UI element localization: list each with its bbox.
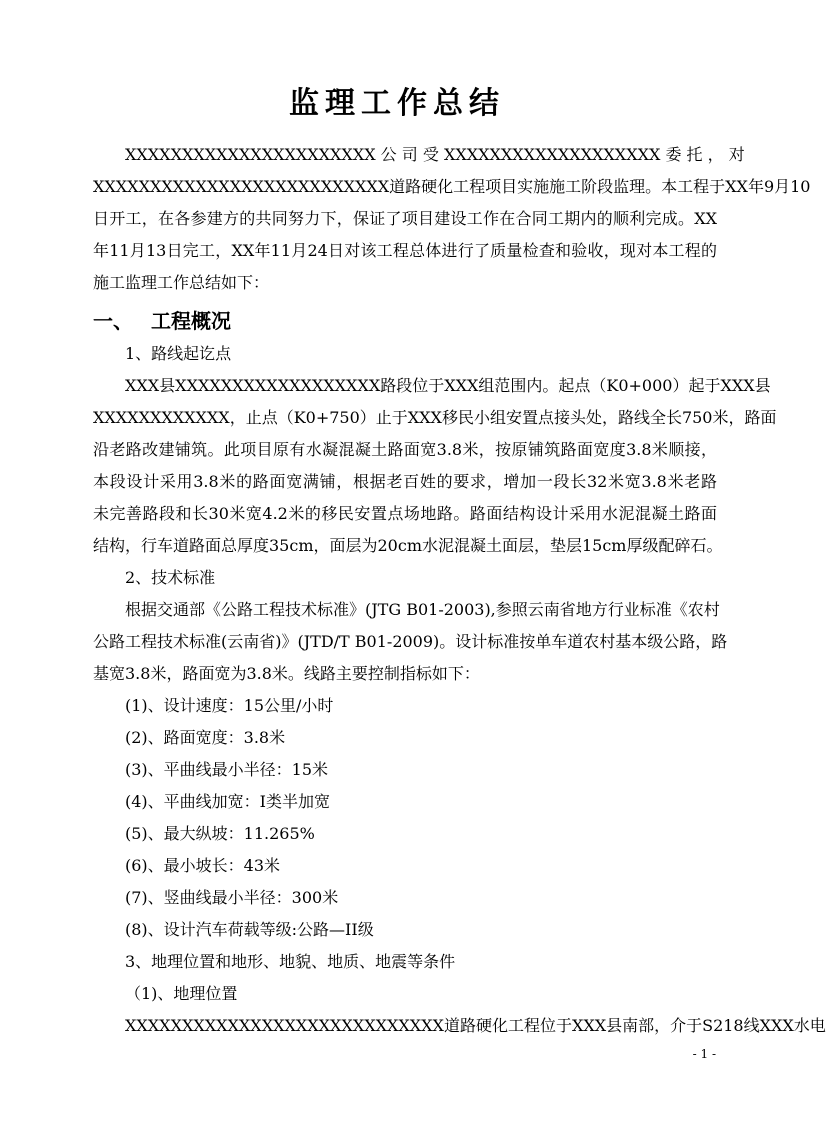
subsection-heading: 2、技术标准: [125, 568, 216, 587]
spec-item: (5)、最大纵坡：11.265%: [125, 824, 315, 843]
intro-line: 年11月13日完工，XX年11月24日对该工程总体进行了质量检查和验收，现对本工程的: [93, 241, 717, 260]
paragraph-line: XXXXXXXXXXXX，止点（K0+750）止于XXX移民小组安置点接头处，路线全长750米，路面: [93, 408, 777, 427]
paragraph-line: 基宽3.8米，路面宽为3.8米。线路主要控制指标如下：: [93, 664, 480, 683]
paragraph-line: 公路工程技术标准(云南省)》(JTD/T B01-2009)。设计标准按单车道农村基本级公路，路: [93, 632, 728, 651]
spec-item: (1)、设计速度：15公里/小时: [125, 696, 334, 715]
page-title: 监理工作总结: [289, 86, 505, 121]
subsection-subheading: （1)、地理位置: [125, 984, 238, 1003]
spec-item: (7)、竖曲线最小半径：300米: [125, 888, 339, 907]
paragraph-line: 根据交通部《公路工程技术标准》(JTG B01-2003),参照云南省地方行业标准《农村: [125, 600, 720, 619]
intro-line: 日开工，在各参建方的共同努力下，保证了项目建设工作在合同工期内的顺利完成。XX: [93, 209, 717, 228]
intro-line: 施工监理工作总结如下：: [93, 273, 270, 292]
intro-line: XXXXXXXXXXXXXXXXXXXXXX 公 司 受 XXXXXXXXXXXXXXXXXXX 委 托 ， 对: [125, 145, 745, 164]
paragraph-line: 沿老路改建铺筑。此项目原有水凝混凝土路面宽3.8米，按原铺筑路面宽度3.8米顺接，: [93, 440, 717, 459]
spec-item: (8)、设计汽车荷载等级:公路—II级: [125, 920, 374, 939]
spec-item: (4)、平曲线加宽：Ⅰ类半加宽: [125, 792, 330, 811]
page-number: - 1 -: [692, 1047, 716, 1061]
spec-item: (2)、路面宽度：3.8米: [125, 728, 286, 747]
subsection-heading: 1、路线起讫点: [125, 344, 232, 363]
spec-item: (3)、平曲线最小半径：15米: [125, 760, 329, 779]
paragraph-line: 结构，行车道路面总厚度35cm，面层为20cm水泥混凝土面层，垫层15cm厚级配碎石。: [93, 536, 723, 555]
paragraph-line: XXXXXXXXXXXXXXXXXXXXXXXXXXXX道路硬化工程位于XXX县南部，介于S218线XXX水电: [125, 1016, 826, 1035]
intro-line: XXXXXXXXXXXXXXXXXXXXXXXXXX道路硬化工程项目实施施工阶段监理。本工程于XX年9月10: [93, 177, 811, 196]
section-number: 一、: [93, 309, 133, 333]
paragraph-line: 本段设计采用3.8米的路面宽满铺，根据老百姓的要求，增加一段长32米宽3.8米老路: [93, 472, 717, 491]
subsection-heading: 3、地理位置和地形、地貌、地质、地震等条件: [125, 952, 456, 971]
section-heading: [93, 305, 231, 334]
paragraph-line: 未完善路段和长30米宽4.2米的移民安置点场地路。路面结构设计采用水泥混凝土路面: [93, 504, 717, 523]
paragraph-line: XXX县XXXXXXXXXXXXXXXXXX路段位于XXX组范围内。起点（K0+000）起于XXX县: [125, 376, 771, 395]
spec-item: (6)、最小坡长：43米: [125, 856, 281, 875]
section-title: 工程概况: [151, 309, 231, 333]
